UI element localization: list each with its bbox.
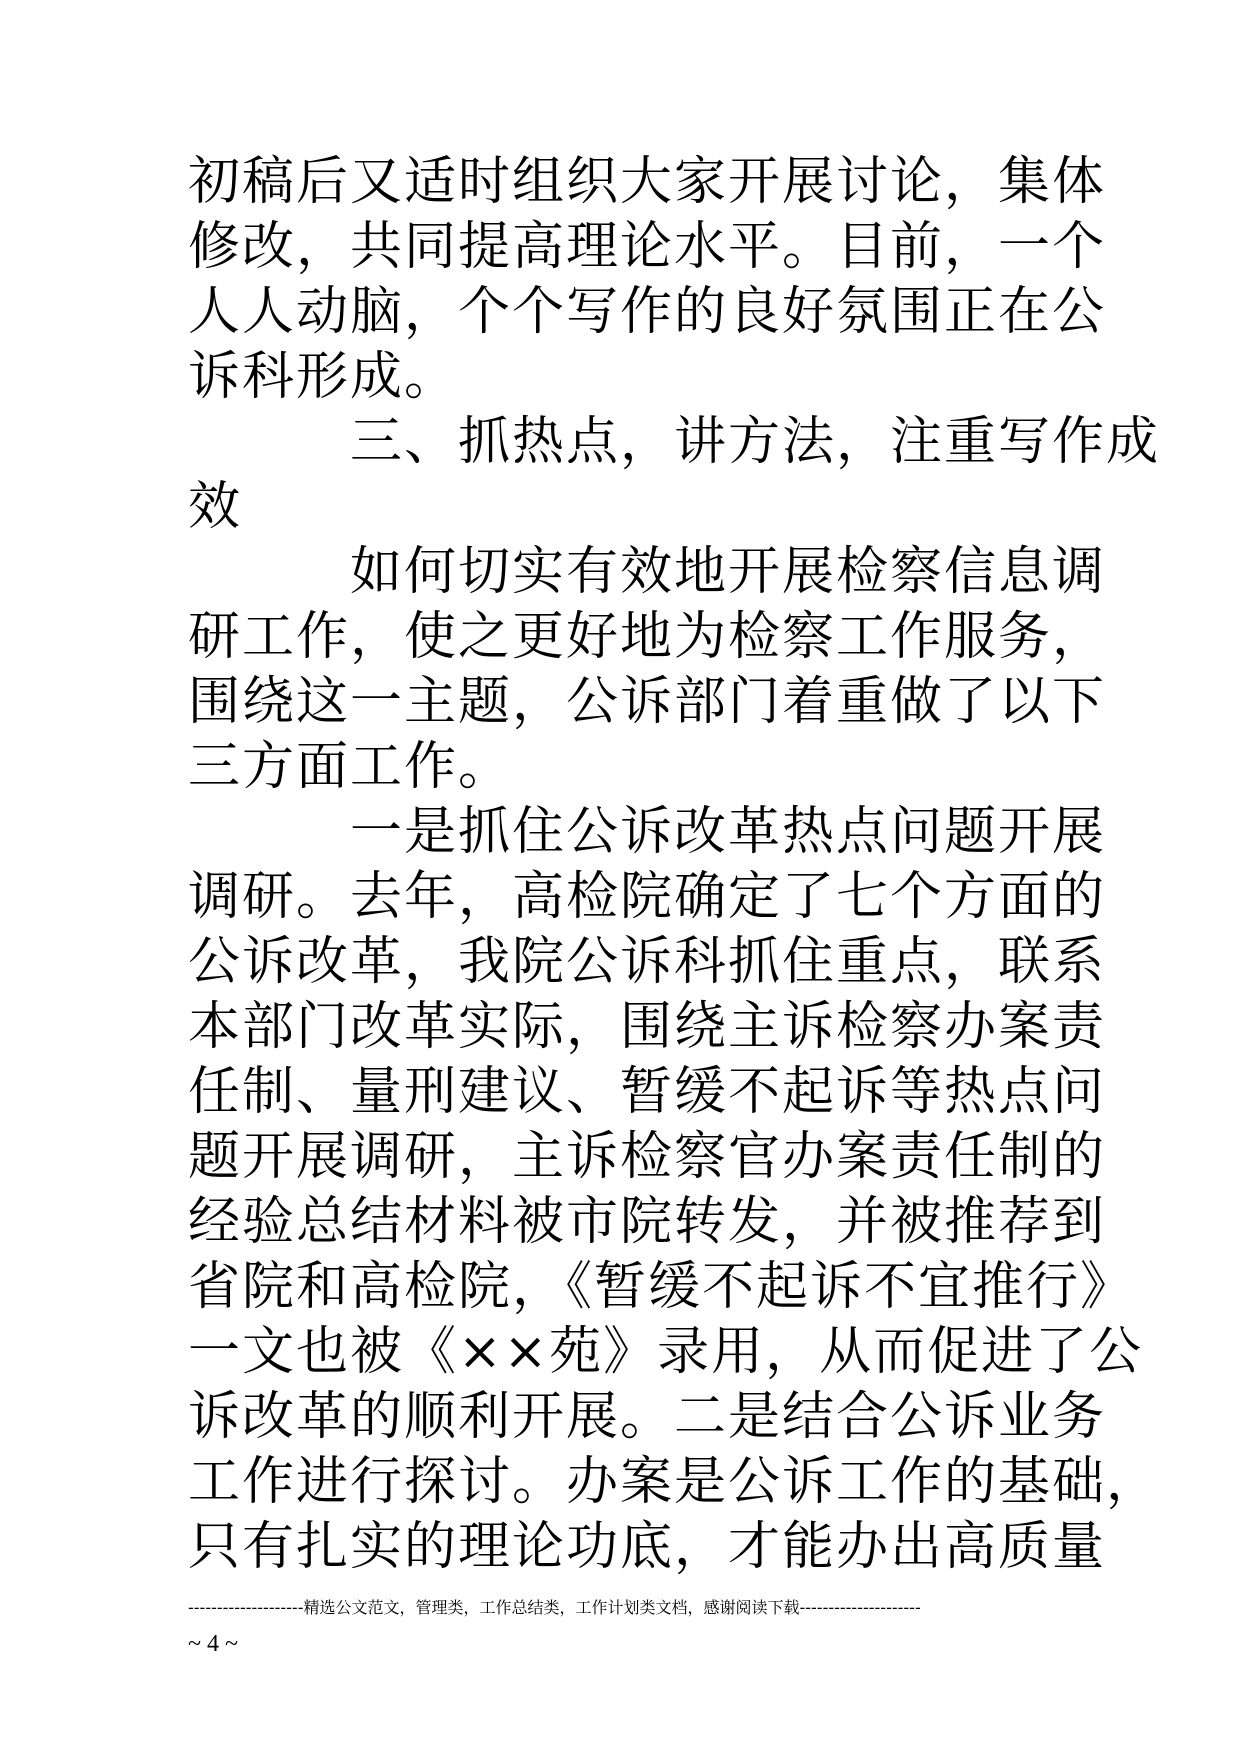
text-line: 本部门改革实际，围绕主诉检察办案责 [188,997,1107,1057]
text-line: 调研。去年，高检院确定了七个方面的 [188,867,1107,927]
text-line: 初稿后又适时组织大家开展讨论，集体 [188,152,1107,212]
text-line: 一是抓住公诉改革热点问题开展 [188,802,1107,862]
text-line: 公诉改革，我院公诉科抓住重点，联系 [188,932,1107,992]
text-line: 诉科形成。 [188,347,459,407]
section-heading-line: 效 [188,477,243,537]
text-line: 修改，共同提高理论水平。目前，一个 [188,217,1107,277]
text-line: 研工作，使之更好地为检察工作服务， [188,607,1107,667]
text-line: 围绕这一主题，公诉部门着重做了以下 [188,672,1107,732]
footer-note: --------------------精选公文范文，管理类，工作总结类，工作计划类文档，感谢阅读下载--------------------- [188,1598,921,1617]
section-heading-line: 三、抓热点，讲方法，注重写作成 [188,412,1161,472]
text-line: 三方面工作。 [188,737,513,797]
text-line: 如何切实有效地开展检察信息调 [188,542,1107,602]
text-line: 人人动脑，个个写作的良好氛围正在公 [188,282,1107,342]
text-line: 题开展调研，主诉检察官办案责任制的 [188,1127,1107,1187]
text-line: 只有扎实的理论功底，才能办出高质量 [188,1517,1107,1577]
text-line: 经验总结材料被市院转发，并被推荐到 [188,1192,1107,1252]
text-line: 一文也被《××苑》录用，从而促进了公 [188,1322,1144,1382]
text-line: 诉改革的顺利开展。二是结合公诉业务 [188,1387,1107,1447]
page-number: ~ 4 ~ [188,1631,238,1657]
body-text [188,150,1161,1580]
text-line: 省院和高检院，《暂缓不起诉不宜推行》 [188,1257,1135,1317]
text-line: 工作进行探讨。办案是公诉工作的基础， [188,1452,1161,1512]
text-line: 任制、量刑建议、暂缓不起诉等热点问 [188,1062,1107,1122]
